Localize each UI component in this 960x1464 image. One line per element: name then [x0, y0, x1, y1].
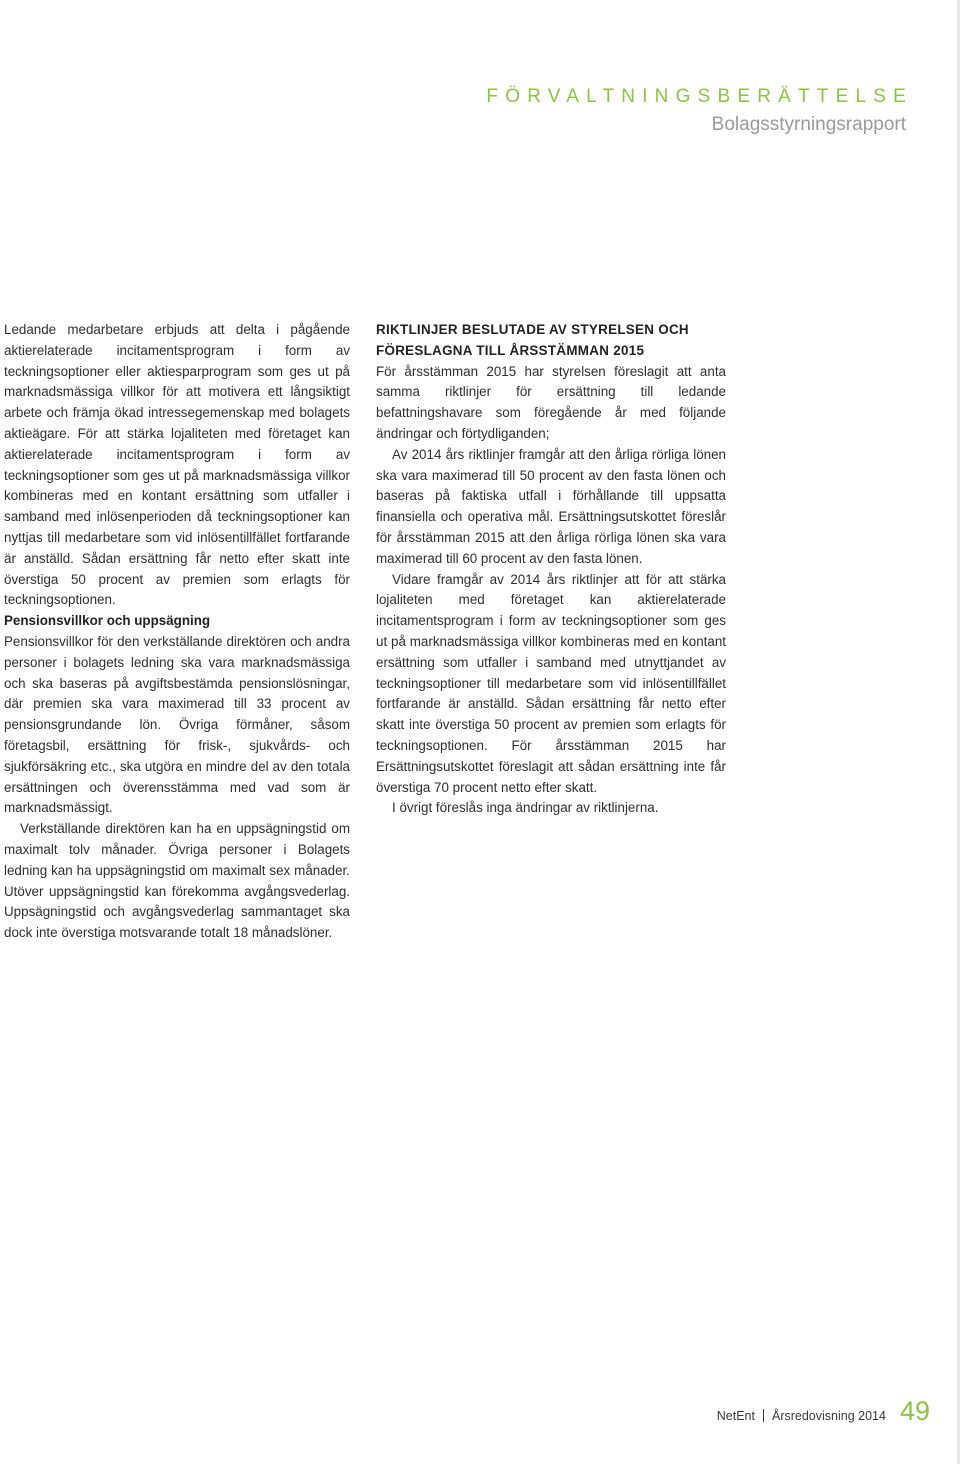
right-column: [376, 320, 726, 819]
page-header: [486, 86, 913, 140]
pension-heading: Pensionsvillkor och uppsägning: [4, 613, 211, 629]
left-column: [4, 320, 350, 944]
publication-name: Årsredovisning 2014: [771, 1409, 886, 1423]
pension-paragraph: Pensionsvillkor för den verkställande direktören och andra personer i bolagets ledning ska vara marknadsmässiga och ska baseras på avgiftsbestämda pensionslösningar, där premien ska vara maximerad till 33 procent av pensionsgrundande lön. Övriga förmåner, såsom företagsbil, ersättning för frisk-, sjukvårds- och sjukförsäkring etc., ska utgöra en mindre del av den totala ersättningen och överensstämma med vad som är marknadsmässigt.: [4, 633, 350, 816]
intro-paragraph: Ledande medarbetare erbjuds att delta i pågående aktierelaterade incitamentsprogram i form av teckningsoptioner eller aktiesparprogram som ges ut på marknadsmässiga villkor för att motivera ett långsiktigt arbete och främja ökad intressegemenskap med bolagets aktieägare. För att stärka lojaliteten med företaget kan aktierelaterade incitamentsprogram i form av teckningsoptioner som ges ut på marknadsmässiga villkor kombineras med en kontant ersättning som utfaller i samband med inlösenperioden då teckningsoptioner kan nyttjas till medarbetare som vid inlösentillfället fortfarande är anställd. Sådan ersättning får netto efter skatt inte överstiga 50 procent av premien som erlagts för teckningsoptionen.: [4, 322, 350, 608]
guidelines-paragraph-4: I övrigt föreslås inga ändringar av riktlinjerna.: [392, 800, 659, 816]
guidelines-heading: RIKTLINJER BESLUTADE AV STYRELSEN OCH FÖRESLAGNA TILL ÅRSSTÄMMAN 2015: [376, 322, 689, 358]
footer-text: [717, 1409, 886, 1423]
company-name: NetEnt: [716, 1409, 755, 1423]
notice-paragraph: Verkställande direktören kan ha en uppsägningstid om maximalt tolv månader. Övriga personer i Bolagets ledning kan ha uppsägningstid om maximalt sex månader. Utöver uppsägningstid kan förekomma avgångsvederlag. Uppsägningstid och avgångsvederlag sammantaget ska dock inte överstiga motsvarande totalt 18 månadslöner.: [4, 821, 350, 941]
footer-separator: [763, 1409, 764, 1422]
guidelines-paragraph-2: Av 2014 års riktlinjer framgår att den årliga rörliga lönen ska vara maximerad till 50 procent av den fasta lönen och baseras på faktiska utfall i förhållande till uppsatta finansiella och operativa mål. Ersättningsutskottet föreslår för årsstämman 2015 att den årliga rörliga lönen ska vara maximerad till 60 procent av den fasta lönen.: [376, 446, 726, 566]
section-subtitle: Bolagsstyrningsrapport: [711, 114, 906, 135]
page-footer: [717, 1396, 930, 1426]
guidelines-paragraph-3: Vidare framgår av 2014 års riktlinjer att för att stärka lojaliteten med företaget kan aktierelaterade incitamentsprogram i form av teckningsoptioner som ges ut på marknadsmässiga villkor kombineras med en kontant ersättning som utfaller i samband med utnyttjandet av teckningsoptioner till medarbetare som vid inlösentillfället fortfarande är anställd. Sådan ersättning får netto efter skatt inte överstiga 50 procent av premien som erlagts för teckningsoptionen. För årsstämman 2015 har Ersättningsutskottet föreslagit att sådan ersättning inte får överstiga 70 procent netto efter skatt.: [376, 571, 726, 795]
section-title: FÖRVALTNINGSBERÄTTELSE: [486, 86, 913, 107]
guidelines-paragraph-1: För årsstämman 2015 har styrelsen föreslagit att anta samma riktlinjer för ersättning till ledande befattningshavare som föregående år med följande ändringar och förtydliganden;: [376, 363, 726, 441]
page-number: 49: [899, 1396, 930, 1426]
